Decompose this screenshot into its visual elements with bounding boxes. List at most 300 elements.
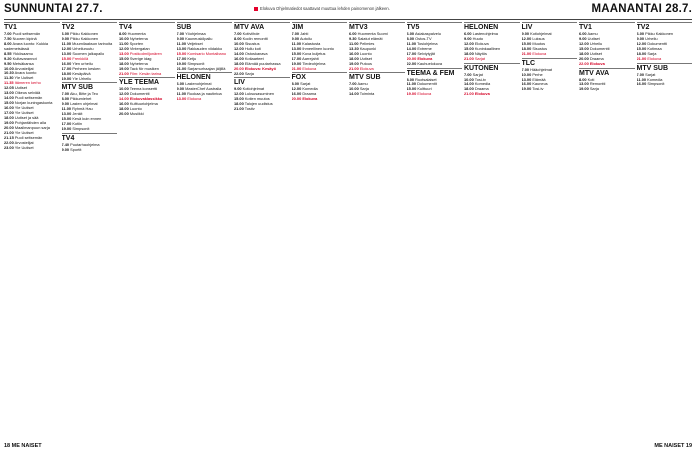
program-title: Kauhuelokuva xyxy=(416,60,442,66)
program-time: 9.20 xyxy=(4,55,12,61)
program-time: 19.00 xyxy=(521,86,532,92)
program-time: 10.00 xyxy=(349,86,359,92)
program-title: Uutiset xyxy=(13,85,27,91)
program-title: Lastenohjelma xyxy=(471,31,498,36)
program-entry xyxy=(177,97,233,102)
program-title: Yle Urheilu xyxy=(71,75,92,81)
program-title: Extreme xyxy=(416,45,432,51)
program-time: 17.00 xyxy=(4,110,14,116)
program-title: Kotiin xyxy=(71,121,83,127)
program-title: Vintergatan xyxy=(128,45,150,51)
program-title: Simpsonit xyxy=(71,126,90,132)
program-title: Tosi-tv xyxy=(473,76,487,82)
program-time: 10.00 xyxy=(119,35,129,41)
program-time: 21.15 xyxy=(4,135,14,141)
program-title: Elokuva: Kesäyö xyxy=(243,65,276,71)
right-page-folio: ME NAISET 19 xyxy=(654,443,692,449)
program-title: Sarjamurhaajan jäljillä xyxy=(186,65,226,71)
program-title: Dokumentit xyxy=(416,81,437,87)
program-time: 16.00 xyxy=(349,50,359,56)
listing-column xyxy=(4,21,60,440)
program-time: 15.00 xyxy=(521,40,532,46)
program-time: 12.00 xyxy=(291,86,302,92)
program-title: Sisustus xyxy=(531,45,548,51)
program-title: Puoli seitsemän xyxy=(11,31,41,36)
program-time: 11.35 xyxy=(4,80,14,86)
program-title: Dokumentti xyxy=(128,91,150,97)
program-time: 20.00 xyxy=(291,96,302,102)
program-time: 9.00 xyxy=(176,35,185,41)
program-entry xyxy=(637,57,693,62)
program-title: Uutiset xyxy=(588,50,602,56)
program-title: Elokuva xyxy=(473,91,490,97)
program-time: 14.00 xyxy=(234,50,244,56)
program-time: 9.00 xyxy=(234,86,242,92)
program-title: Norjan kuningaskunta xyxy=(13,100,53,106)
program-title: Aarrejahti xyxy=(301,55,319,61)
program-title: Lasten ohjelmat xyxy=(69,101,98,107)
program-title: Pohjantähden alla xyxy=(13,120,46,126)
program-title: Pikkumiehet xyxy=(69,96,92,102)
program-time: 9.50 xyxy=(4,60,12,66)
listing-column xyxy=(522,21,578,440)
program-title: Tosi-tv xyxy=(531,86,544,92)
channel-heading: TV4 xyxy=(62,133,118,143)
program-time: 9.30 xyxy=(349,35,357,41)
channel-heading: MTV AVA xyxy=(579,68,635,78)
program-time: 9.00 xyxy=(521,31,530,36)
program-time: 11.00 xyxy=(61,40,72,46)
program-title: Puoli seitsemän xyxy=(13,135,43,141)
program-title: Sarjat xyxy=(299,81,311,87)
program-title: Avara luonto xyxy=(13,70,37,76)
program-time: 7.00 xyxy=(349,81,357,87)
program-time: 13.00 xyxy=(176,45,187,51)
program-time: 17.00 xyxy=(406,50,417,56)
channel-heading: MTV3 xyxy=(349,22,405,32)
legend xyxy=(254,6,390,11)
program-time: 6.00 xyxy=(636,31,645,36)
page-footer xyxy=(4,440,692,449)
program-time: 13.00 xyxy=(119,50,129,56)
program-entry xyxy=(522,87,578,92)
program-title: Sverige idag xyxy=(128,55,152,61)
program-time: 16.00 xyxy=(119,101,129,107)
program-time: 7.00 xyxy=(234,31,242,36)
program-time: 15.00 xyxy=(176,50,187,56)
program-time: 15.00 xyxy=(579,45,589,51)
program-time: 21.00 xyxy=(176,65,187,71)
program-entry xyxy=(292,67,348,72)
program-title: Sarjat xyxy=(471,71,483,77)
program-title: Elokuva xyxy=(416,91,432,97)
program-time: 8.00 xyxy=(406,76,415,82)
program-entry xyxy=(177,67,233,72)
program-title: Muutos xyxy=(531,40,546,46)
program-title: Ruokaa ja nautintoa xyxy=(186,91,222,97)
program-time: 6.00 xyxy=(349,31,357,36)
right-page-day: MAANANTAI 28.7. xyxy=(591,3,692,15)
program-time: 15.00 xyxy=(61,116,72,122)
program-time: 21.00 xyxy=(291,65,302,71)
program-time: 18.00 xyxy=(464,86,474,92)
program-title: Kova kuljetus xyxy=(301,50,326,56)
program-time: 8.00 xyxy=(119,31,127,36)
program-time: 16.00 xyxy=(636,81,647,87)
program-title: Kodin remontti xyxy=(241,35,268,41)
program-title: Kulttuuri xyxy=(416,86,432,92)
program-title: Elokuva xyxy=(358,65,374,71)
program-time: 11.00 xyxy=(176,91,187,97)
program-title: Koti xyxy=(586,76,595,82)
program-time: 14.00 xyxy=(406,45,417,51)
program-time: 9.00 xyxy=(61,35,70,41)
program-entry xyxy=(579,87,635,92)
program-title: Musiikki xyxy=(128,111,144,117)
program-time: 18.00 xyxy=(119,60,129,66)
program-time: 12.00 xyxy=(61,45,72,51)
program-title: Sarja xyxy=(588,86,599,92)
program-entry xyxy=(119,72,175,77)
listing-column xyxy=(637,21,693,440)
program-time: 21.00 xyxy=(4,130,14,136)
program-time: 16.00 xyxy=(61,60,72,66)
program-time: 22.00 xyxy=(579,60,589,66)
program-title: Huomenta xyxy=(126,31,146,36)
program-time: 11.00 xyxy=(291,40,302,46)
program-title: Kauneus xyxy=(531,81,548,87)
program-title: Draama xyxy=(588,55,604,61)
program-time: 12.00 xyxy=(464,40,474,46)
program-title: Ihmeellinen luonto xyxy=(301,45,334,51)
program-time: 21.00 xyxy=(636,55,647,61)
program-title: Uutiset xyxy=(358,55,372,61)
program-entry xyxy=(62,127,118,132)
program-title: Komedia xyxy=(646,76,663,82)
program-title: Perheen kesken xyxy=(71,65,101,71)
program-time: 13.00 xyxy=(521,76,532,82)
program-title: Nyheterna xyxy=(128,60,148,66)
program-title: Jahti xyxy=(299,31,309,36)
program-title: Elokuva xyxy=(646,55,662,61)
program-title: Sarjat xyxy=(473,55,485,61)
program-title: Pelimies xyxy=(358,40,375,46)
program-title: Huuto xyxy=(471,35,484,41)
program-title: Huomenta Suomi xyxy=(356,31,388,36)
program-time: 22.00 xyxy=(4,140,14,146)
program-entry xyxy=(464,57,520,62)
program-title: Kalastusta xyxy=(301,40,321,46)
program-time: 11.00 xyxy=(61,106,72,112)
program-title: Sarja xyxy=(243,70,254,76)
listing-column xyxy=(407,21,463,440)
program-title: Postkodmiljonären xyxy=(128,50,162,56)
program-title: Simpsonit xyxy=(646,81,665,87)
listing-column xyxy=(579,21,635,440)
program-title: Ylen urheilu xyxy=(71,60,93,66)
listing-columns xyxy=(4,21,692,440)
program-time: 10.00 xyxy=(464,76,474,82)
program-title: Yle Uutiset xyxy=(13,105,34,111)
program-title: Asiakaspalvelu xyxy=(414,31,441,36)
program-time: 9.00 xyxy=(61,146,70,152)
program-time: 13.00 xyxy=(61,50,72,56)
program-time: 15.00 xyxy=(4,100,14,106)
program-title: Yle Uutiset xyxy=(13,75,34,81)
program-time: 16.00 xyxy=(291,91,302,97)
program-title: Maailmanpuun sarja xyxy=(13,125,50,131)
program-time: 7.50 xyxy=(4,35,12,41)
program-title: Teema konsertti xyxy=(128,86,158,92)
program-time: 18.00 xyxy=(521,45,532,51)
program-time: 12.00 xyxy=(579,40,589,46)
program-title: Komedia xyxy=(301,86,318,92)
program-time: 7.00 xyxy=(521,66,530,72)
program-time: 9.00 xyxy=(291,35,300,41)
program-title: Jenkit xyxy=(71,111,83,117)
program-entry xyxy=(292,97,348,102)
program-time: 12.00 xyxy=(521,35,532,41)
program-title: Elokuva xyxy=(416,55,433,61)
program-title: Pikku Kakkonen xyxy=(644,31,674,36)
program-time: 9.00 xyxy=(176,86,185,92)
legend-text: Elokuva Ohjelmatiedot saattavat muuttua lehden painomenon jälkeen. xyxy=(260,6,390,11)
listing-column xyxy=(234,21,290,440)
program-title: Toiminta xyxy=(358,91,375,97)
program-title: Aku, Bitte ja Teo xyxy=(69,91,98,97)
program-time: 11.00 xyxy=(406,81,417,87)
program-time: 10.00 xyxy=(234,40,244,46)
program-time: 7.00 xyxy=(4,31,12,36)
program-time: 18.00 xyxy=(61,70,72,76)
program-time: 21.00 xyxy=(464,55,474,61)
program-time: 21.00 xyxy=(349,65,359,71)
program-title: Ostoskanava xyxy=(243,50,268,56)
program-time: 20.00 xyxy=(4,125,14,131)
program-title: Aamu xyxy=(586,31,598,36)
program-time: 14.00 xyxy=(464,81,474,87)
program-time: 19.00 xyxy=(61,75,72,81)
program-title: Urheilu xyxy=(588,40,603,46)
program-time: 9.00 xyxy=(579,35,587,41)
program-time: 9.00 xyxy=(61,101,70,107)
program-title: Ryhmä Hau xyxy=(71,106,93,112)
program-time: 18.00 xyxy=(234,101,244,107)
program-title: Luonto xyxy=(358,50,372,56)
program-title: Ostos-TV xyxy=(414,35,432,41)
program-title: Komedia xyxy=(473,81,491,87)
program-time: 11.30 xyxy=(4,75,14,81)
program-title: Ruotsalaiset xyxy=(414,76,437,82)
program-title: Elokuva xyxy=(531,50,547,56)
program-title: Arvostelijat xyxy=(13,65,34,71)
program-time: 6.00 xyxy=(579,31,587,36)
program-time: 19.00 xyxy=(579,86,589,92)
program-time: 19.00 xyxy=(291,60,302,66)
channel-heading: LIV xyxy=(522,22,578,32)
program-time: 18.00 xyxy=(4,115,14,121)
movie-marker-icon xyxy=(254,7,258,11)
program-time: 6.00 xyxy=(406,31,415,36)
program-title: Sarja xyxy=(646,50,657,56)
program-time: 15.00 xyxy=(291,50,302,56)
program-title: Urheilu xyxy=(644,35,658,41)
program-time: 13.00 xyxy=(176,96,187,102)
program-title: Talojen uudistus xyxy=(243,101,273,107)
program-time: 11.00 xyxy=(176,40,187,46)
program-time: 9.00 xyxy=(464,35,472,41)
program-time: 6.00 xyxy=(61,31,70,36)
program-time: 15.00 xyxy=(636,45,647,51)
channel-heading: HELONEN xyxy=(464,22,520,32)
program-title: Nuoren kipinä xyxy=(11,35,37,41)
program-time: 18.00 xyxy=(636,50,647,56)
program-time: 11.00 xyxy=(636,76,647,82)
program-time: 15.00 xyxy=(61,55,72,61)
program-title: Kotien muutos xyxy=(243,96,270,102)
program-title: Urheiluruutu xyxy=(71,45,94,51)
header-rule xyxy=(4,19,692,20)
program-time: 15.00 xyxy=(406,86,417,92)
program-title: Elokuva xyxy=(301,65,317,71)
program-title: Pikku Kakkonen xyxy=(69,31,99,36)
program-title: Sarja xyxy=(358,86,369,92)
program-time: 14.00 xyxy=(349,91,359,97)
program-time: 19.00 xyxy=(119,65,129,71)
program-title: Simpsonit xyxy=(186,60,205,66)
program-time: 17.00 xyxy=(61,65,72,71)
program-title: Kauneuskilpailu xyxy=(184,35,213,41)
program-title: Luonto xyxy=(128,106,142,112)
program-entry xyxy=(464,92,520,97)
program-time: 18.00 xyxy=(464,50,474,56)
program-entry xyxy=(119,112,175,117)
program-time: 18.00 xyxy=(579,50,589,56)
program-title: Kesäpäivä xyxy=(71,70,91,76)
program-title: Pikku Kakkonen xyxy=(69,35,99,41)
program-title: Sisustus xyxy=(243,40,260,46)
program-entry xyxy=(579,62,635,67)
program-title: Yle Uutiset xyxy=(13,130,34,136)
program-title: Itämeren kerho xyxy=(13,80,41,86)
program-time: 7.00 xyxy=(464,71,472,77)
program-time: 15.00 xyxy=(464,45,474,51)
listing-column xyxy=(292,21,348,440)
program-time: 22.00 xyxy=(406,60,417,66)
program-title: Elokuvaklassikko xyxy=(128,96,163,102)
program-time: 11.00 xyxy=(349,40,359,46)
program-time: 7.40 xyxy=(61,141,70,147)
program-title: Draama xyxy=(473,86,489,92)
program-time: 8.00 xyxy=(61,96,70,102)
program-entry xyxy=(234,72,290,77)
program-time: 16.00 xyxy=(234,55,244,61)
program-title: Avara luonto: Kukkia sademetsässä xyxy=(4,40,49,51)
program-time: 18.00 xyxy=(349,55,359,61)
program-title: Uutiset ja sää xyxy=(13,115,39,121)
program-time: 13.00 xyxy=(4,90,14,96)
program-time: 13.30 xyxy=(349,45,359,51)
program-title: Luksus xyxy=(531,35,545,41)
program-title: Yle Uutiset xyxy=(13,145,34,151)
program-title: Elokuva xyxy=(186,96,202,102)
program-entry xyxy=(407,62,463,67)
program-time: 21.00 xyxy=(234,106,244,112)
program-title: Aamu xyxy=(356,81,368,87)
program-time: 19.00 xyxy=(4,120,14,126)
program-time: 8.55 xyxy=(4,50,12,56)
page-header xyxy=(4,3,692,17)
listing-column xyxy=(177,21,233,440)
program-time: 12.05 xyxy=(4,85,14,91)
program-title: Putous xyxy=(358,60,372,66)
program-title: Dokumentti xyxy=(646,40,668,46)
program-title: Kesä kuin ennen xyxy=(71,116,102,122)
program-time: 20.00 xyxy=(579,55,589,61)
program-title: Hääohjelmat xyxy=(529,66,553,72)
program-time: 21.00 xyxy=(521,50,532,56)
program-time: 12.00 xyxy=(119,45,129,51)
program-title: Sporten xyxy=(128,40,144,46)
program-title: Lastenohjelmat xyxy=(184,81,212,87)
left-page-day: SUNNUNTAI 27.7. xyxy=(4,3,103,15)
program-time: 16.00 xyxy=(4,105,14,111)
listing-column xyxy=(464,21,520,440)
program-title: Dokumentti xyxy=(588,45,610,51)
program-title: Sarjat xyxy=(644,71,656,77)
program-time: 17.00 xyxy=(291,55,302,61)
program-time: 19.00 xyxy=(349,60,359,66)
program-time: 12.00 xyxy=(234,45,244,51)
program-title: Selviytyjät xyxy=(416,50,435,56)
program-time: 7.00 xyxy=(176,31,185,36)
program-title: Kultavarannot xyxy=(11,55,37,61)
program-time: 13.00 xyxy=(579,81,589,87)
channel-heading: HELONEN xyxy=(177,72,233,82)
channel-heading: LIV xyxy=(234,77,290,87)
program-time: 13.00 xyxy=(291,45,302,51)
channel-heading: FOX xyxy=(292,72,348,82)
program-title: Kotiohjelmat xyxy=(241,86,265,92)
listing-column xyxy=(119,21,175,440)
program-title: Elokuva xyxy=(588,60,605,66)
program-time: 17.00 xyxy=(61,121,72,127)
program-title: Salatut elämät xyxy=(356,35,383,41)
channel-heading: MTV AVA xyxy=(234,22,290,32)
program-time: 22.00 xyxy=(234,70,244,76)
program-time: 8.00 xyxy=(579,76,587,82)
program-title: Draama xyxy=(301,91,317,97)
channel-heading: TLC xyxy=(522,58,578,68)
program-entry xyxy=(349,67,405,72)
program-title: Luksusasuminen xyxy=(243,91,275,97)
program-title: Komisario Montalbano xyxy=(186,50,227,56)
channel-heading: JIM xyxy=(292,22,348,32)
program-time: 15.00 xyxy=(119,55,129,61)
channel-heading: MTV SUB xyxy=(637,63,693,73)
program-time: 17.00 xyxy=(176,55,187,61)
program-title: Nyheterna xyxy=(128,35,148,41)
program-entry xyxy=(62,77,118,82)
listing-column xyxy=(349,21,405,440)
program-title: Perhe xyxy=(531,71,543,77)
program-title: Kotiohjelmat xyxy=(529,31,552,36)
program-time: 18.00 xyxy=(234,60,244,66)
program-title: Puoli seitsemän xyxy=(13,95,43,101)
channel-heading: TV1 xyxy=(579,22,635,32)
program-entry xyxy=(637,82,693,87)
program-time: 13.00 xyxy=(61,111,72,117)
